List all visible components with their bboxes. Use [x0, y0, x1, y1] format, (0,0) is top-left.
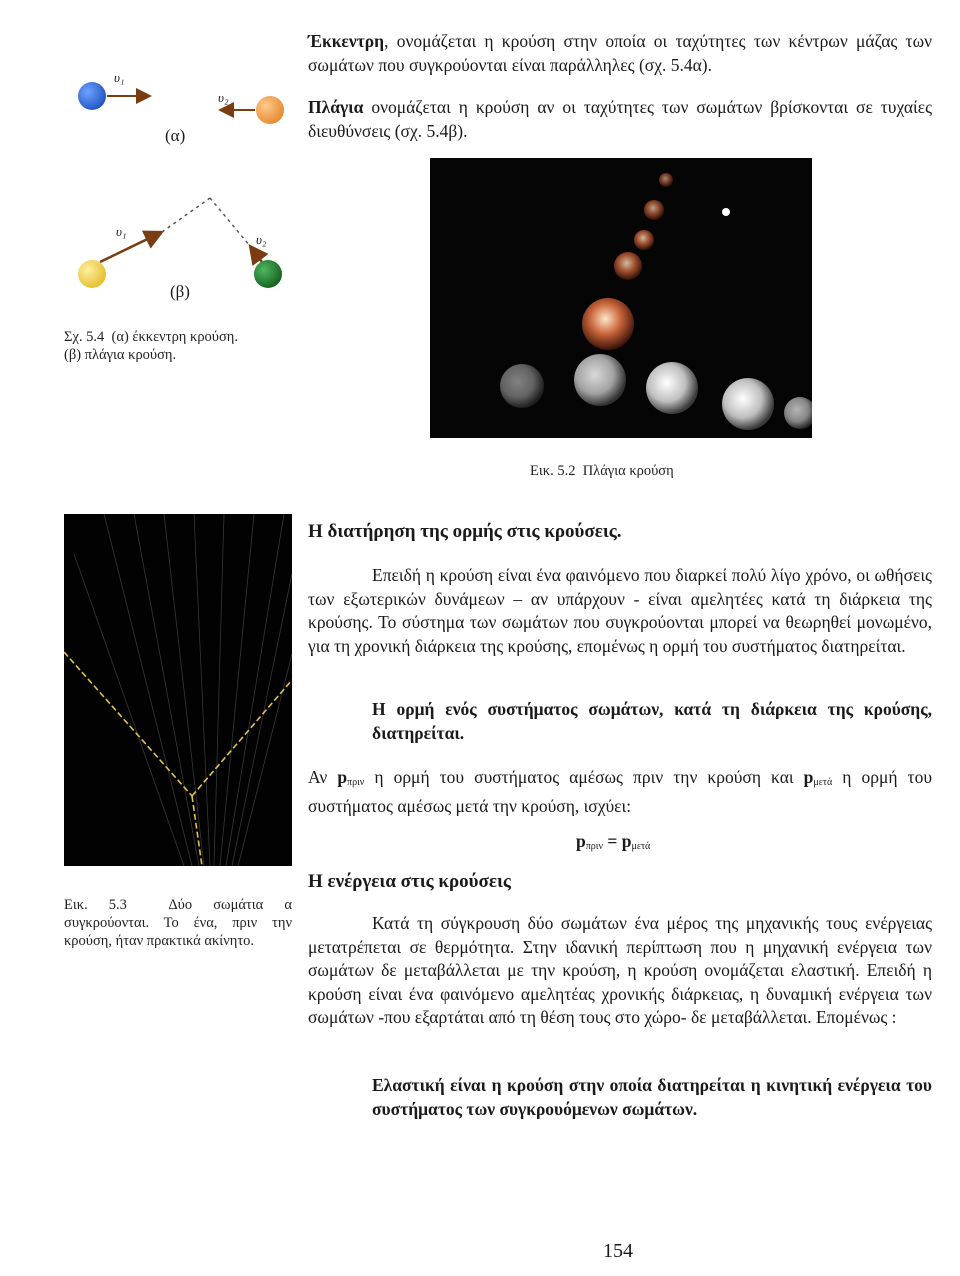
particle-tracks-image — [64, 514, 292, 866]
ball-orange — [256, 96, 284, 124]
p-symbol: p — [803, 767, 814, 787]
section-momentum-heading: Η διατήρηση της ορμής στις κρούσεις. — [308, 521, 622, 542]
eq-sub-after: μετά — [631, 841, 651, 852]
fig54-number: Σχ. 5.4 — [64, 329, 105, 345]
trajectory-dotted-1 — [162, 198, 210, 232]
section-energy-heading: Η ενέργεια στις κρούσεις — [308, 871, 511, 892]
fig54-line2: (β) πλάγια κρούση. — [64, 347, 177, 363]
section-momentum-paragraph: Επειδή η κρούση είναι ένα φαινόμενο που διαρκεί πολύ λίγο χρόνο, οι ωθήσεις των εξωτερικών δυνάμεων – αν υπάρχουν - είναι αμελητέες κατά τη διάρκεια της κρούσης. Το σύστημα των σωμάτων που συγκρούονται μπορεί να θεωρηθεί μονωμένο, για τη χρονική διάρκεια της κρούσης, επομένως η ορμή του συστήματος διατηρείται. — [308, 565, 932, 656]
p-symbol: p — [337, 767, 348, 787]
label-v2-b: υ₂ — [256, 232, 267, 247]
particle-tracks-photo — [64, 514, 292, 866]
sub-after: μετά — [813, 777, 833, 788]
intro-oblique — [308, 96, 932, 143]
fig53-text: Δύο σωμάτια α συγκρούονται. Το ένα, πριν την κρούση, ήταν πρακτικά ακίνητο. — [64, 897, 292, 949]
trajectory-dotted-2 — [210, 198, 250, 246]
fig53-number: Εικ. 5.3 — [64, 897, 127, 913]
oblique-term: Πλάγια — [308, 97, 364, 117]
elastic-collision-law: Ελαστική είναι η κρούση στην οποία διατηρείται η κινητική ενέργεια του συστήματος των συγκρουόμενων σωμάτων. — [372, 1075, 932, 1119]
fig54-caption — [64, 328, 304, 364]
momentum-definition — [308, 766, 932, 818]
def-part-c: η ορμή του συστήματος αμέσως μετά την κρούση, ισχύει: — [308, 767, 932, 816]
def-part-a: Αν — [308, 767, 338, 787]
eq-sub-before: πριν — [585, 841, 603, 852]
ball-blue — [78, 82, 106, 110]
label-v1-a: υ₁ — [114, 70, 125, 85]
label-b: (β) — [170, 282, 190, 301]
collision-diagram — [60, 60, 310, 310]
oblique-collision-image — [430, 158, 812, 438]
fig52-text: Πλάγια κρούση — [582, 463, 674, 479]
oblique-definition: ονομάζεται η κρούση αν οι ταχύτητες των σωμάτων βρίσκονται σε τυχαίες διευθύνσεις (σχ. 5.4β). — [308, 97, 932, 141]
eq-p-after: p — [621, 831, 632, 851]
momentum-equation — [576, 830, 650, 859]
ball-green — [254, 260, 282, 288]
velocity-arrow-b1 — [100, 232, 162, 262]
def-part-b: η ορμή του συστήματος αμέσως πριν την κρούση και — [364, 767, 804, 787]
label-a: (α) — [165, 126, 186, 145]
fig52-caption — [530, 462, 674, 480]
sub-before: πριν — [347, 777, 365, 788]
momentum-law: Η ορμή ενός συστήματος σωμάτων, κατά τη διάρκεια της κρούσης, διατηρείται. — [372, 699, 932, 743]
label-v2-a: υ₂ — [218, 90, 229, 105]
eq-p-before: p — [576, 831, 586, 851]
page-number: 154 — [603, 1240, 633, 1262]
eccentric-definition: , ονομάζεται η κρούση στην οποία οι ταχύτητες των κέντρων μάζας των σωμάτων που συγκρούονται είναι παράλληλες (σχ. 5.4α). — [308, 31, 932, 75]
oblique-collision-photo — [430, 158, 812, 438]
fig54-line1: (α) έκκεντρη κρούση. — [111, 329, 239, 345]
intro-eccentric — [308, 30, 932, 77]
section-energy-paragraph: Κατά τη σύγκρουση δύο σωμάτων ένα μέρος της μηχανικής τους ενέργειας μετατρέπεται σε θερμότητα. Στην ιδανική περίπτωση που η μηχανική ενέργεια των σωμάτων δε μεταβάλλεται με την κρούση, η κρούση ονομάζεται ελαστική. Επειδή η κρούση είναι ένα φαινόμενο αμελητέας χρονικής διάρκειας, η δυναμική ενέργεια των σωμάτων -που εξαρτάται από τη θέση τους στο χώρο- δε μεταβάλλεται. Επομένως : — [308, 913, 932, 1027]
ball-yellow — [78, 260, 106, 288]
label-v1-b: υ₁ — [116, 224, 127, 239]
fig53-caption — [64, 896, 292, 950]
eccentric-term: Έκκεντρη — [308, 31, 385, 51]
eq-equals: = — [603, 831, 622, 851]
fig52-number: Εικ. 5.2 — [530, 463, 576, 479]
